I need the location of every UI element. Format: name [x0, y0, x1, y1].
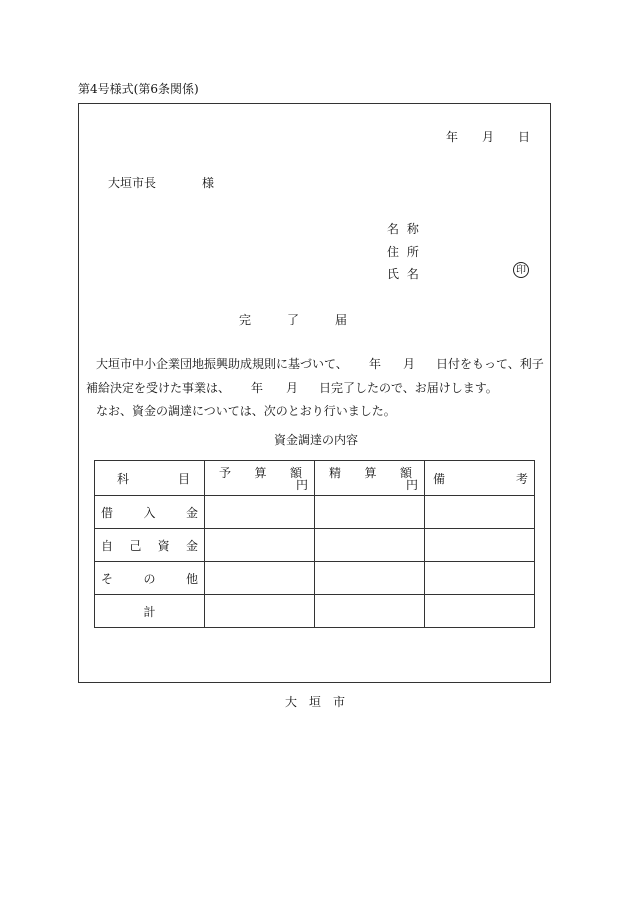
cell-budget [205, 496, 315, 529]
header-budget-char: 額 [289, 466, 302, 480]
date-day-label: 日 [518, 130, 531, 144]
header-settled-char: 精 [329, 466, 342, 480]
table-row [95, 496, 535, 529]
body-line-3: なお、資金の調達については、次のとおり行いました。 [96, 404, 396, 418]
body-line-2-month: 月 [286, 381, 299, 395]
header-budget-char: 予 [219, 466, 232, 480]
date-year-label: 年 [446, 130, 459, 144]
cell-settled [315, 595, 425, 628]
body-line-1-year: 年 [369, 357, 382, 371]
cell-budget [205, 562, 315, 595]
cell-settled [315, 562, 425, 595]
header-settled [315, 461, 425, 496]
cell-budget [205, 595, 315, 628]
issuer-footer: 大垣市 [284, 695, 357, 709]
header-settled-char: 算 [364, 466, 377, 480]
table-row [95, 562, 535, 595]
header-item-char: 科 [117, 472, 130, 486]
funding-table-header-row [95, 461, 535, 496]
header-item-char: 目 [177, 472, 190, 486]
body-line-2-year: 年 [251, 381, 264, 395]
header-settled-char: 額 [399, 466, 412, 480]
applicant-address-label: 住 所 [387, 245, 421, 259]
funding-table-caption: 資金調達の内容 [274, 433, 359, 447]
row-label-total: 計 [95, 595, 205, 628]
row-label-own-funds: 自 己 資 金 [95, 529, 205, 562]
body-line-1-start: 大垣市中小企業団地振興助成規則に基づいて、 [96, 357, 348, 371]
seal-mark: 印 [513, 262, 529, 278]
row-label-other: そ の 他 [95, 562, 205, 595]
header-budget [205, 461, 315, 496]
cell-settled [315, 529, 425, 562]
row-label-borrowings: 借 入 金 [95, 496, 205, 529]
cell-remarks [425, 595, 535, 628]
cell-remarks [425, 496, 535, 529]
funding-table [94, 460, 535, 628]
header-remarks-char: 考 [515, 472, 528, 486]
body-line-1-month: 月 [403, 357, 416, 371]
applicant-name-label: 名 称 [387, 222, 421, 236]
header-budget-unit: 円 [295, 478, 308, 492]
body-line-2-end: 日完了したので、お届けします。 [319, 381, 498, 395]
cell-budget [205, 529, 315, 562]
body-line-2-start: 補給決定を受けた事業は、 [86, 381, 231, 395]
cell-remarks [425, 529, 535, 562]
header-budget-char: 算 [254, 466, 267, 480]
cell-remarks [425, 562, 535, 595]
table-row [95, 595, 535, 628]
addressee-name: 大垣市長 [108, 176, 157, 190]
addressee-honorific: 様 [202, 176, 215, 190]
applicant-person-label: 氏 名 [387, 267, 421, 281]
header-remarks-char: 備 [433, 472, 446, 486]
date-month-label: 月 [482, 130, 495, 144]
header-remarks [425, 461, 535, 496]
document-title: 完 了 届 [239, 313, 360, 327]
header-item [95, 461, 205, 496]
body-line-1-end: 日付をもって、利子 [436, 357, 544, 371]
cell-settled [315, 496, 425, 529]
table-row [95, 529, 535, 562]
header-settled-unit: 円 [405, 478, 418, 492]
form-number: 第4号様式(第6条関係) [78, 82, 199, 96]
